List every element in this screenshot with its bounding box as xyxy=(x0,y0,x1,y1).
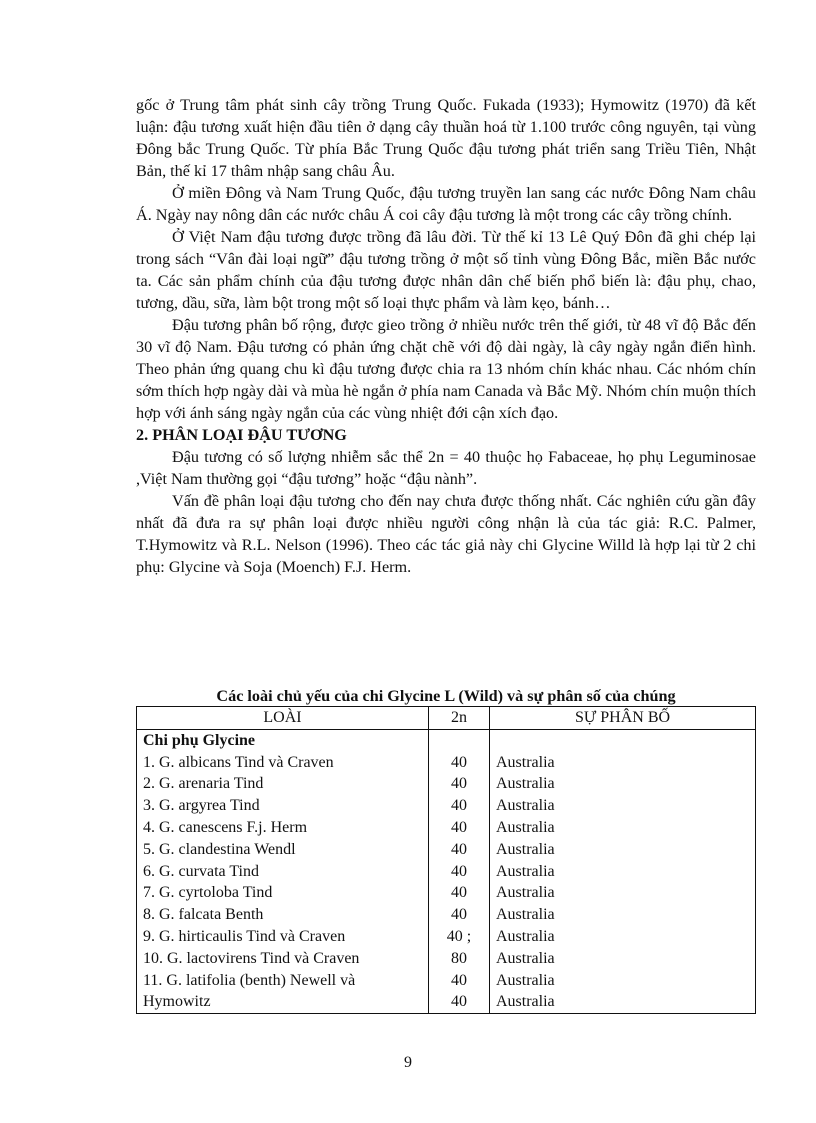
paragraph-1: gốc ở Trung tâm phát sinh cây trồng Trung Quốc. Fukada (1933); Hymowitz (1970) đã kết luận: đậu tương xuất hiện đầu tiên ở dạng cây thuần hoá từ 1.100 trước công nguyên, tại vùng Đông bắc Trung Quốc. Từ phía Bắc Trung Quốc đậu tương phát triển sang Triều Tiên, Nhật Bản, thế kỉ 17 thâm nhập sang châu Âu. xyxy=(136,96,756,180)
chromosome-count: 40 xyxy=(429,904,490,926)
chromosome-count: 40 xyxy=(429,773,490,795)
table-caption: Các loài chủ yếu của chi Glycine L (Wild) và sự phân số của chúng xyxy=(216,687,676,705)
subgenus-label: Chi phụ Glycine xyxy=(137,729,429,751)
species-name: 3. G. argyrea Tind xyxy=(137,795,429,817)
table-row xyxy=(137,948,756,970)
table-row xyxy=(137,752,756,774)
table-row xyxy=(137,970,756,992)
table-row xyxy=(137,795,756,817)
table-row xyxy=(137,817,756,839)
species-name: 8. G. falcata Benth xyxy=(137,904,429,926)
species-name: 2. G. arenaria Tind xyxy=(137,773,429,795)
header-distribution: SỰ PHÂN BỐ xyxy=(490,707,756,730)
chromosome-count: 80 xyxy=(429,948,490,970)
distribution: Australia xyxy=(490,882,756,904)
table-row xyxy=(137,882,756,904)
chromosome-count: 40 xyxy=(429,839,490,861)
table-row xyxy=(137,773,756,795)
table-row xyxy=(137,991,756,1013)
table-row xyxy=(137,926,756,948)
section-heading: 2. PHÂN LOẠI ĐẬU TƯƠNG xyxy=(136,426,347,444)
species-name: 5. G. clandestina Wendl xyxy=(137,839,429,861)
paragraph-5: Đậu tương có số lượng nhiễm sắc thể 2n = 40 thuộc họ Fabaceae, họ phụ Leguminosae ,Việt Nam thường gọi “đậu tương” hoặc “đậu nành”. xyxy=(136,448,756,488)
distribution: Australia xyxy=(490,904,756,926)
body-text xyxy=(136,94,756,578)
paragraph-4: Đậu tương phân bố rộng, được gieo trồng ở nhiều nước trên thế giới, từ 48 vĩ độ Bắc đến 30 vĩ độ Nam. Đậu tương có phản ứng chặt chẽ với độ dài ngày, là cây ngày ngắn điển hình. Theo phản ứng quang chu kì đậu tương được chia ra 13 nhóm chín khác nhau. Các nhóm chín sớm thích hợp ngày dài và mùa hè ngắn ở phía nam Canada và Bắc Mỹ. Nhóm chín muộn thích hợp với ánh sáng ngày ngắn của các vùng nhiệt đới cận xích đạo. xyxy=(136,316,756,422)
species-name: 6. G. curvata Tind xyxy=(137,861,429,883)
distribution: Australia xyxy=(490,817,756,839)
chromosome-count: 40 xyxy=(429,882,490,904)
table-row xyxy=(137,839,756,861)
chromosome-count: 40 xyxy=(429,817,490,839)
table-row xyxy=(137,904,756,926)
species-name: Hymowitz xyxy=(137,991,429,1013)
chromosome-count: 40 xyxy=(429,970,490,992)
species-name: 1. G. albicans Tind và Craven xyxy=(137,752,429,774)
header-species: LOÀI xyxy=(137,707,429,730)
table-header-row xyxy=(137,707,756,730)
species-name: 7. G. cyrtoloba Tind xyxy=(137,882,429,904)
distribution: Australia xyxy=(490,926,756,948)
chromosome-count: 40 xyxy=(429,795,490,817)
chromosome-count: 40 xyxy=(429,752,490,774)
distribution: Australia xyxy=(490,839,756,861)
distribution: Australia xyxy=(490,752,756,774)
distribution: Australia xyxy=(490,991,756,1013)
chromosome-count: 40 xyxy=(429,861,490,883)
species-name: 4. G. canescens F.j. Herm xyxy=(137,817,429,839)
chromosome-count: 40 xyxy=(429,991,490,1013)
distribution: Australia xyxy=(490,948,756,970)
species-name: 11. G. latifolia (benth) Newell và xyxy=(137,970,429,992)
distribution: Australia xyxy=(490,795,756,817)
header-2n: 2n xyxy=(429,707,490,730)
chromosome-count: 40 ; xyxy=(429,926,490,948)
page-number: 9 xyxy=(404,1054,412,1071)
table-row xyxy=(137,861,756,883)
subgenus-row xyxy=(137,729,756,751)
distribution: Australia xyxy=(490,773,756,795)
species-name: 10. G. lactovirens Tind và Craven xyxy=(137,948,429,970)
distribution: Australia xyxy=(490,861,756,883)
paragraph-2: Ở miền Đông và Nam Trung Quốc, đậu tương truyền lan sang các nước Đông Nam châu Á. Ngày nay nông dân các nước châu Á coi cây đậu tương là một trong các cây trồng chính. xyxy=(136,184,756,224)
distribution: Australia xyxy=(490,970,756,992)
species-name: 9. G. hirticaulis Tind và Craven xyxy=(137,926,429,948)
paragraph-3: Ở Việt Nam đậu tương được trồng đã lâu đời. Từ thế kỉ 13 Lê Quý Đôn đã ghi chép lại trong sách “Vân đài loại ngữ” đậu tương trồng ở một số tỉnh vùng Đông Bắc, miền Bắc nước ta. Các sản phẩm chính của đậu tương được nhân dân chế biến phổ biến là: đậu phụ, chao, tương, dầu, sữa, làm bột trong một số loại thực phẩm và làm kẹo, bánh… xyxy=(136,228,756,312)
paragraph-6: Vấn đề phân loại đậu tương cho đến nay chưa được thống nhất. Các nghiên cứu gần đây nhất đã đưa ra sự phân loại được nhiều người công nhận là của tác giả: R.C. Palmer, T.Hymowitz và R.L. Nelson (1996). Theo các tác giả này chi Glycine Willd là hợp lại từ 2 chi phụ: Glycine và Soja (Moench) F.J. Herm. xyxy=(136,492,756,576)
species-table xyxy=(136,706,756,1014)
